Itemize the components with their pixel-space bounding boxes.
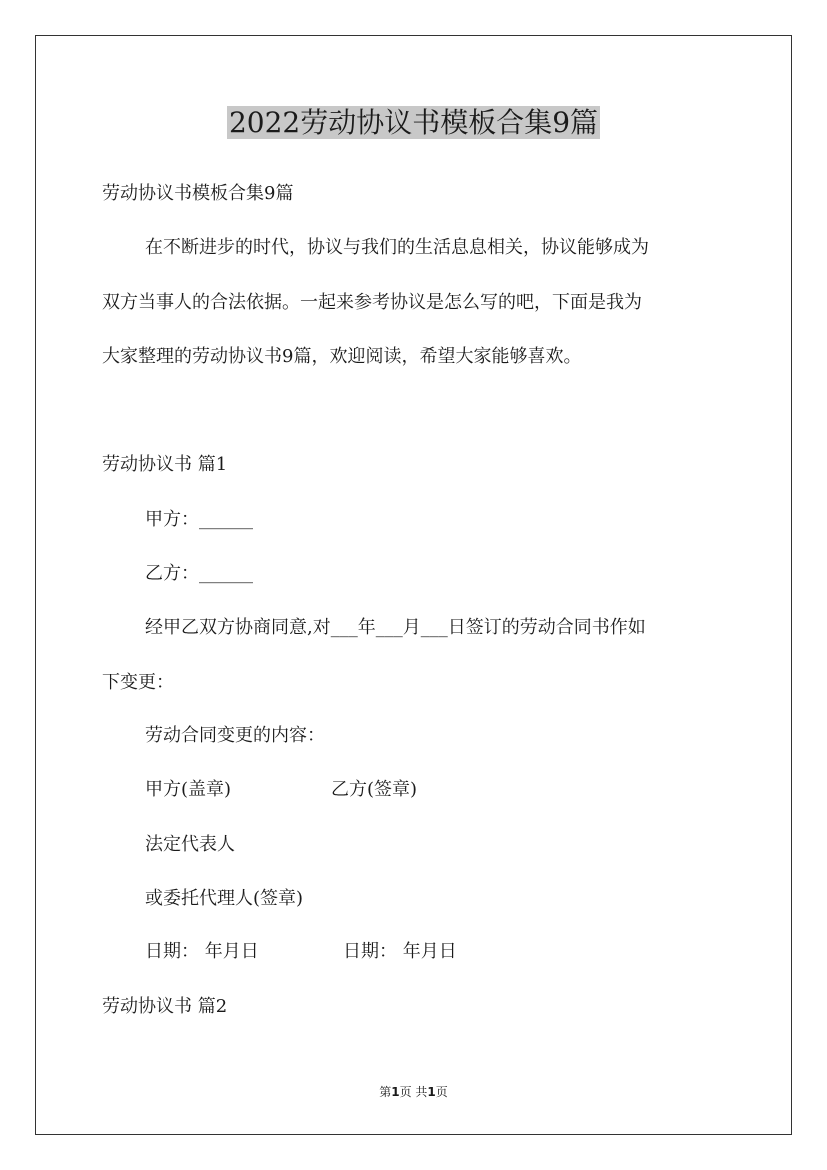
page-footer [0,1084,827,1100]
document-title-text: 2022劳动协议书模板合集9篇 [228,106,599,139]
agreement-line-2: 下变更： [102,672,174,693]
agent-label: 或委托代理人(签章) [145,888,304,909]
date-b-label: 日期： 年月日 [343,941,457,962]
seal-b-label: 乙方(签章) [331,779,418,800]
intro-line-1: 在不断进步的时代，协议与我们的生活息息相关，协议能够成为 [145,237,649,258]
date-a-label: 日期： 年月日 [145,941,259,962]
section-2-heading: 劳动协议书 篇2 [102,996,228,1017]
change-content-label: 劳动合同变更的内容： [145,725,325,746]
legal-rep-label: 法定代表人 [145,834,235,855]
party-a-line: 甲方：______ [145,509,253,530]
footer-page-total: 1 [427,1085,436,1099]
footer-page-number: 1 [391,1085,400,1099]
agreement-line-1: 经甲乙双方协商同意,对___年___月___日签订的劳动合同书作如 [145,617,646,638]
intro-line-2: 双方当事人的合法依据。一起来参考协议是怎么写的吧，下面是我为 [102,292,642,313]
party-b-line: 乙方：______ [145,563,253,584]
footer-mid: 页 共 [399,1085,428,1099]
section-1-heading: 劳动协议书 篇1 [102,454,228,475]
document-title [0,103,827,143]
subtitle: 劳动协议书模板合集9篇 [102,183,294,204]
footer-prefix: 第 [379,1085,392,1099]
seal-a-label: 甲方(盖章) [145,779,232,800]
intro-line-3: 大家整理的劳动协议书9篇，欢迎阅读，希望大家能够喜欢。 [102,346,582,367]
footer-suffix: 页 [435,1085,448,1099]
